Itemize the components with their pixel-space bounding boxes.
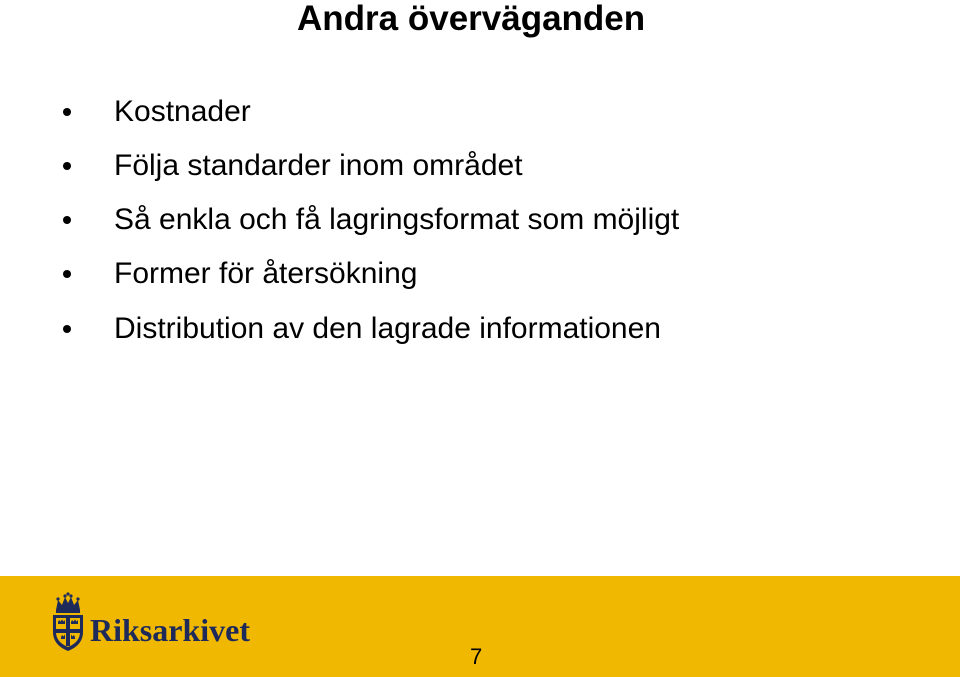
logo-wordmark: Riksarkivet (90, 612, 250, 648)
page-number: 7 (470, 644, 483, 669)
bullet-text: Så enkla och få lagringsformat som möjligt (114, 203, 680, 236)
bullet-text: Distribution av den lagrade informationen (114, 312, 661, 345)
bullet-text: Former för återsökning (114, 257, 418, 290)
bullet-dot (63, 216, 71, 224)
riksarkivet-logo (50, 592, 270, 652)
bullet-item (0, 202, 900, 238)
bullet-dot (63, 270, 71, 278)
footer-band (0, 576, 960, 677)
bullet-dot (63, 325, 71, 333)
bullet-item (0, 256, 900, 292)
slide-title-text: Andra överväganden (297, 0, 646, 38)
bullet-dot (63, 162, 71, 170)
bullet-text: Kostnader (114, 95, 251, 128)
bullet-item (0, 94, 900, 130)
crowned-shield-emblem-icon (50, 592, 86, 652)
bullet-item (0, 311, 900, 347)
bullet-item (0, 148, 900, 184)
bullet-dot (63, 108, 71, 116)
bullet-text: Följa standarder inom området (114, 149, 523, 182)
